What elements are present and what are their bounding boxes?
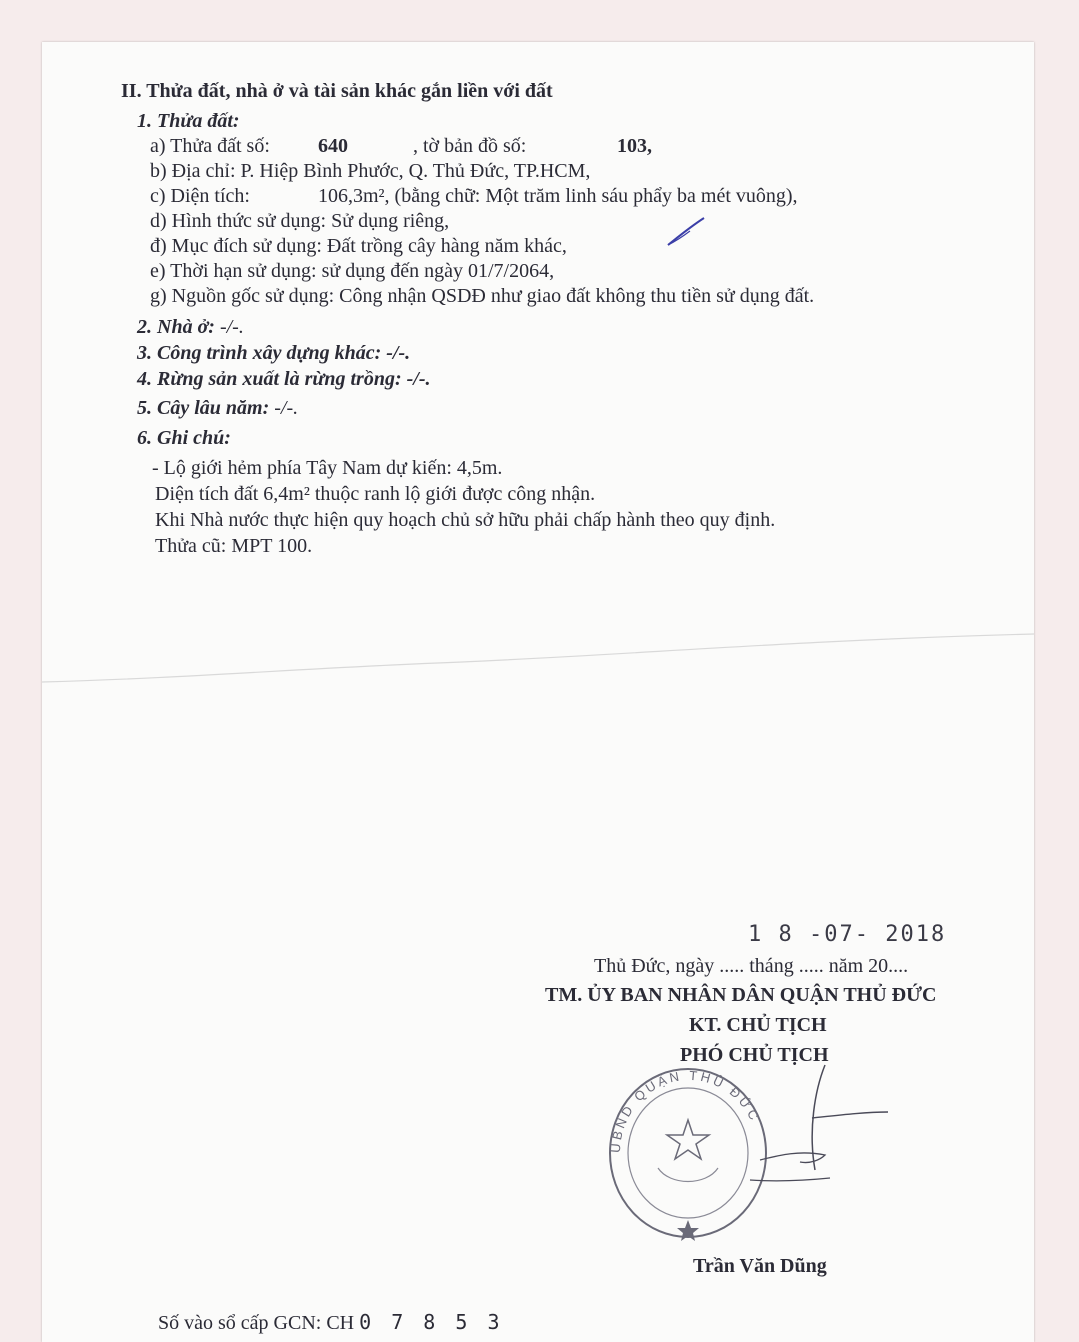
- paper-fold-line: [42, 630, 1034, 690]
- address-line: b) Địa chỉ: P. Hiệp Bình Phước, Q. Thủ Đức, TP.HCM,: [150, 160, 591, 182]
- parcel-number-label: a) Thửa đất số:: [150, 135, 270, 157]
- register-number: 0 7 8 5 3: [359, 1310, 504, 1334]
- map-sheet-value: 103,: [617, 135, 652, 157]
- section-title: II. Thửa đất, nhà ở và tài sản khác gắn liền với đất: [121, 80, 553, 102]
- handwritten-signature: [720, 1060, 900, 1200]
- notes-heading: 6. Ghi chú:: [137, 427, 231, 449]
- pen-check-mark: [660, 215, 710, 250]
- seal-text: UBND QUẬN THỦ ĐỨC: [607, 1067, 764, 1154]
- area-value: 106,3m², (bằng chữ: Một trăm linh sáu phẩy ba mét vuông),: [318, 185, 798, 207]
- note-line-2: Diện tích đất 6,4m² thuộc ranh lộ giới được công nhận.: [155, 483, 596, 505]
- construction-line: 3. Công trình xây dựng khác: -/-.: [137, 342, 411, 364]
- perennial-value: -/-.: [269, 397, 299, 419]
- note-line-4: Thửa cũ: MPT 100.: [155, 535, 313, 557]
- parcel-number-value: 640: [318, 135, 348, 157]
- date-line: Thủ Đức, ngày ..... tháng ..... năm 20....: [594, 955, 909, 977]
- house-value: -/-.: [214, 316, 244, 338]
- role-vice-chair-for: KT. CHỦ TỊCH: [689, 1014, 827, 1036]
- usage-purpose-line: đ) Mục đích sử dụng: Đất trồng cây hàng năm khác,: [150, 235, 567, 257]
- area-label: c) Diện tích:: [150, 185, 250, 207]
- house-label: 2. Nhà ở:: [137, 316, 215, 338]
- usage-form-line: d) Hình thức sử dụng: Sử dụng riêng,: [150, 210, 450, 232]
- forest-line: 4. Rừng sản xuất là rừng trồng: -/-.: [137, 368, 431, 390]
- note-line-1: - Lộ giới hẻm phía Tây Nam dự kiến: 4,5m.: [152, 457, 503, 479]
- house-line: [137, 315, 244, 339]
- role-deputy-chair: PHÓ CHỦ TỊCH: [680, 1044, 829, 1066]
- note-line-3: Khi Nhà nước thực hiện quy hoạch chủ sở hữu phải chấp hành theo quy định.: [155, 509, 776, 531]
- map-sheet-label: , tờ bản đồ số:: [413, 135, 527, 157]
- usage-origin-line: g) Nguồn gốc sử dụng: Công nhận QSDĐ như giao đất không thu tiền sử dụng đất.: [150, 285, 815, 307]
- signer-name: Trần Văn Dũng: [693, 1255, 827, 1277]
- issuing-authority: TM. ỦY BAN NHÂN DÂN QUẬN THỦ ĐỨC: [545, 984, 937, 1006]
- usage-term-line: e) Thời hạn sử dụng: sử dụng đến ngày 01/7/2064,: [150, 260, 555, 282]
- perennial-line: [137, 396, 298, 420]
- perennial-label: 5. Cây lâu năm:: [137, 397, 270, 419]
- land-parcel-heading: 1. Thửa đất:: [137, 110, 240, 132]
- date-stamp: 1 8 -07- 2018: [748, 922, 947, 947]
- register-label: Số vào sổ cấp GCN: CH: [158, 1312, 355, 1334]
- register-number-line: [158, 1310, 503, 1335]
